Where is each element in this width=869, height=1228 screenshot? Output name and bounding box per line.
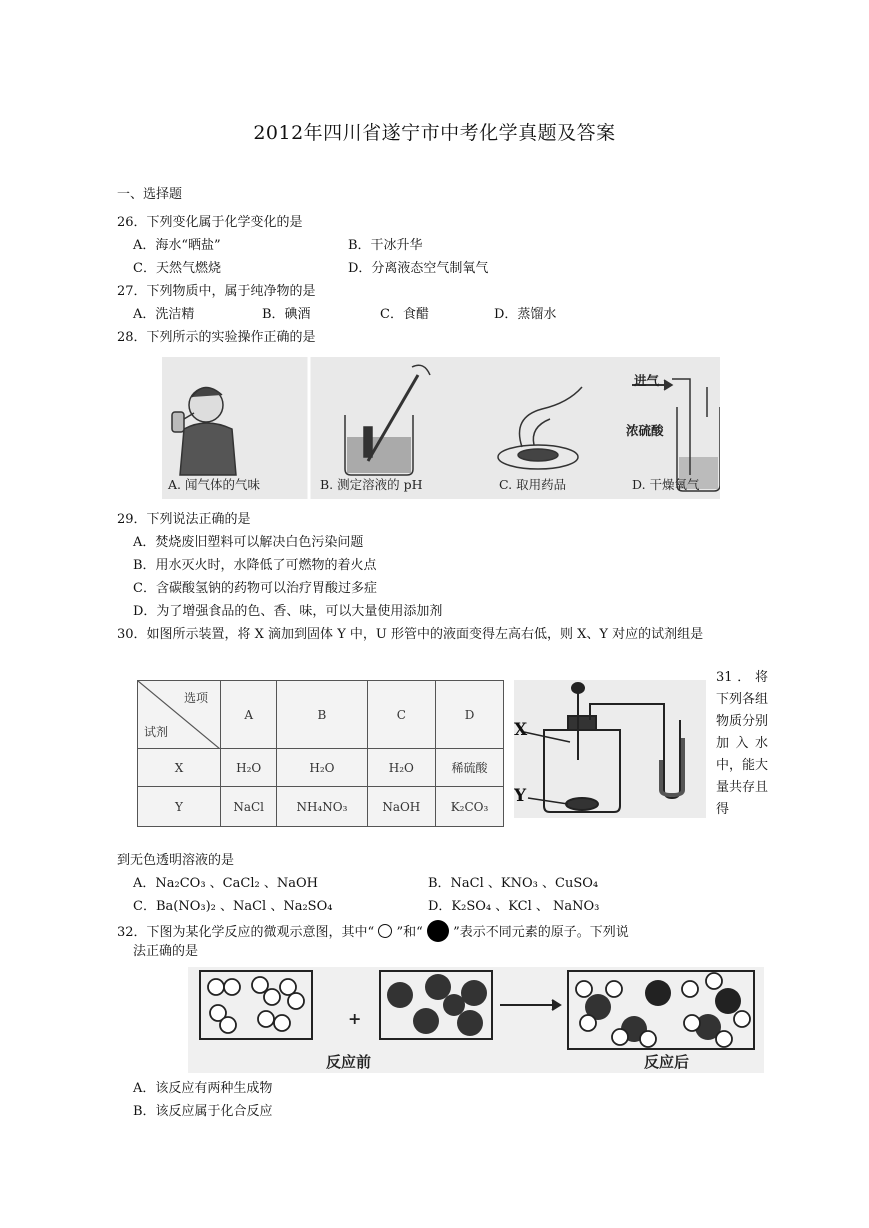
q26-option-a: A．海水“晒盐”	[133, 238, 221, 253]
cell-y-a: NaCl	[221, 787, 277, 827]
q26-option-c: C．天然气燃烧	[133, 261, 221, 276]
q28-inlet-label: 进气	[634, 373, 660, 388]
q26-option-d: D．分离液态空气制氧气	[348, 261, 489, 276]
q32-stem-part-b: ”和“	[396, 925, 423, 940]
label-after-reaction: 反应后	[644, 1053, 690, 1071]
q27-option-c: C．食醋	[380, 307, 429, 322]
col-header-b: B	[277, 681, 367, 749]
page-title: 2012年四川省遂宁市中考化学真题及答案	[253, 122, 616, 144]
q28-caption-b: B. 测定溶液的 pH	[320, 477, 423, 492]
q28-caption-d: D. 干燥氧气	[632, 477, 700, 492]
q27-stem: 27．下列物质中，属于纯净物的是	[117, 284, 316, 299]
q31-stem-wrapped: 31．将下列各组物质分别加入水中，能大量共存且得	[716, 670, 769, 817]
q29-option-a: A．焚烧废旧塑料可以解决白色污染问题	[133, 535, 364, 550]
q31-option-b: B．NaCl 、KNO₃ 、CuSO₄	[428, 876, 599, 891]
cell-x-c: H₂O	[367, 749, 436, 787]
plus-sign: +	[348, 1009, 362, 1028]
cell-y-c: NaOH	[367, 787, 436, 827]
row-x-label: X	[138, 749, 221, 787]
q28-figure	[162, 357, 720, 499]
q28-stem: 28．下列所示的实验操作正确的是	[117, 330, 316, 345]
beaker-icon	[345, 365, 430, 475]
cell-x-d: 稀硫酸	[436, 749, 504, 787]
q32-stem-line2: 法正确的是	[133, 944, 199, 959]
q32-stem-part-a: 32．下图为某化学反应的微观示意图，其中“	[117, 925, 375, 940]
q31-stem-continued: 到无色透明溶液的是	[117, 853, 235, 868]
q28-caption-a: A. 闻气体的气味	[168, 477, 260, 492]
section-heading: 一、选择题	[117, 187, 183, 202]
q29-option-c: C．含碳酸氢钠的药物可以治疗胃酸过多症	[133, 581, 377, 596]
q30-reagent-table	[137, 680, 504, 827]
child-smelling-icon	[172, 387, 236, 475]
q32-option-b: B．该反应属于化合反应	[133, 1104, 273, 1119]
q30-apparatus	[514, 680, 706, 818]
cell-y-d: K₂CO₃	[436, 787, 504, 827]
black-atom-icon	[427, 920, 449, 942]
q27-option-a: A．洗洁精	[133, 307, 195, 322]
q32-option-a: A．该反应有两种生成物	[133, 1081, 273, 1096]
header-options-label: 选项	[183, 691, 208, 705]
q29-stem: 29．下列说法正确的是	[117, 512, 251, 527]
q32-stem-part-c: ”表示不同元素的原子。下列说	[453, 925, 629, 940]
reactant-white-molecules	[208, 977, 304, 1033]
q28-caption-c: C. 取用药品	[499, 477, 567, 492]
q31-option-a: A．Na₂CO₃ 、CaCl₂ 、NaOH	[133, 876, 318, 891]
q30-stem: 30．如图所示装置，将 X 滴加到固体 Y 中，U 形管中的液面变得左高右低，则 X、Y 对应的试剂组是	[117, 627, 704, 642]
reactant-black-molecules	[387, 974, 487, 1036]
q31-option-c: C．Ba(NO₃)₂ 、NaCl 、Na₂SO₄	[133, 899, 333, 914]
white-atom-icon	[378, 924, 392, 938]
table-header-corner	[138, 681, 221, 749]
apparatus-label-y: Y	[514, 786, 527, 806]
q29-option-b: B．用水灭火时，水降低了可燃物的着火点	[133, 558, 377, 573]
q26-option-b: B．干冰升华	[348, 238, 423, 253]
q29-option-d: D．为了增强食品的色、香、味，可以大量使用添加剂	[133, 604, 443, 619]
header-reagent-label: 试剂	[144, 725, 169, 739]
u-tube-apparatus-icon	[514, 680, 706, 818]
cell-y-b: NH₄NO₃	[277, 787, 367, 827]
q27-option-b: B．碘酒	[262, 307, 311, 322]
apparatus-label-x: X	[514, 720, 528, 740]
cell-x-a: H₂O	[221, 749, 277, 787]
q26-stem: 26．下列变化属于化学变化的是	[117, 215, 303, 230]
cell-x-b: H₂O	[277, 749, 367, 787]
col-header-a: A	[221, 681, 277, 749]
q27-option-d: D．蒸馏水	[494, 307, 557, 322]
q32-reaction-figure	[188, 967, 764, 1073]
col-header-d: D	[436, 681, 504, 749]
q32-stem	[117, 920, 629, 942]
row-y-label: Y	[138, 787, 221, 827]
q31-option-d: D．K₂SO₄ 、KCl 、 NaNO₃	[428, 899, 600, 914]
col-header-c: C	[367, 681, 436, 749]
product-molecules	[576, 973, 750, 1047]
q28-acid-label: 浓硫酸	[626, 423, 664, 438]
label-before-reaction: 反应前	[326, 1053, 372, 1071]
hand-dish-icon	[498, 387, 582, 469]
